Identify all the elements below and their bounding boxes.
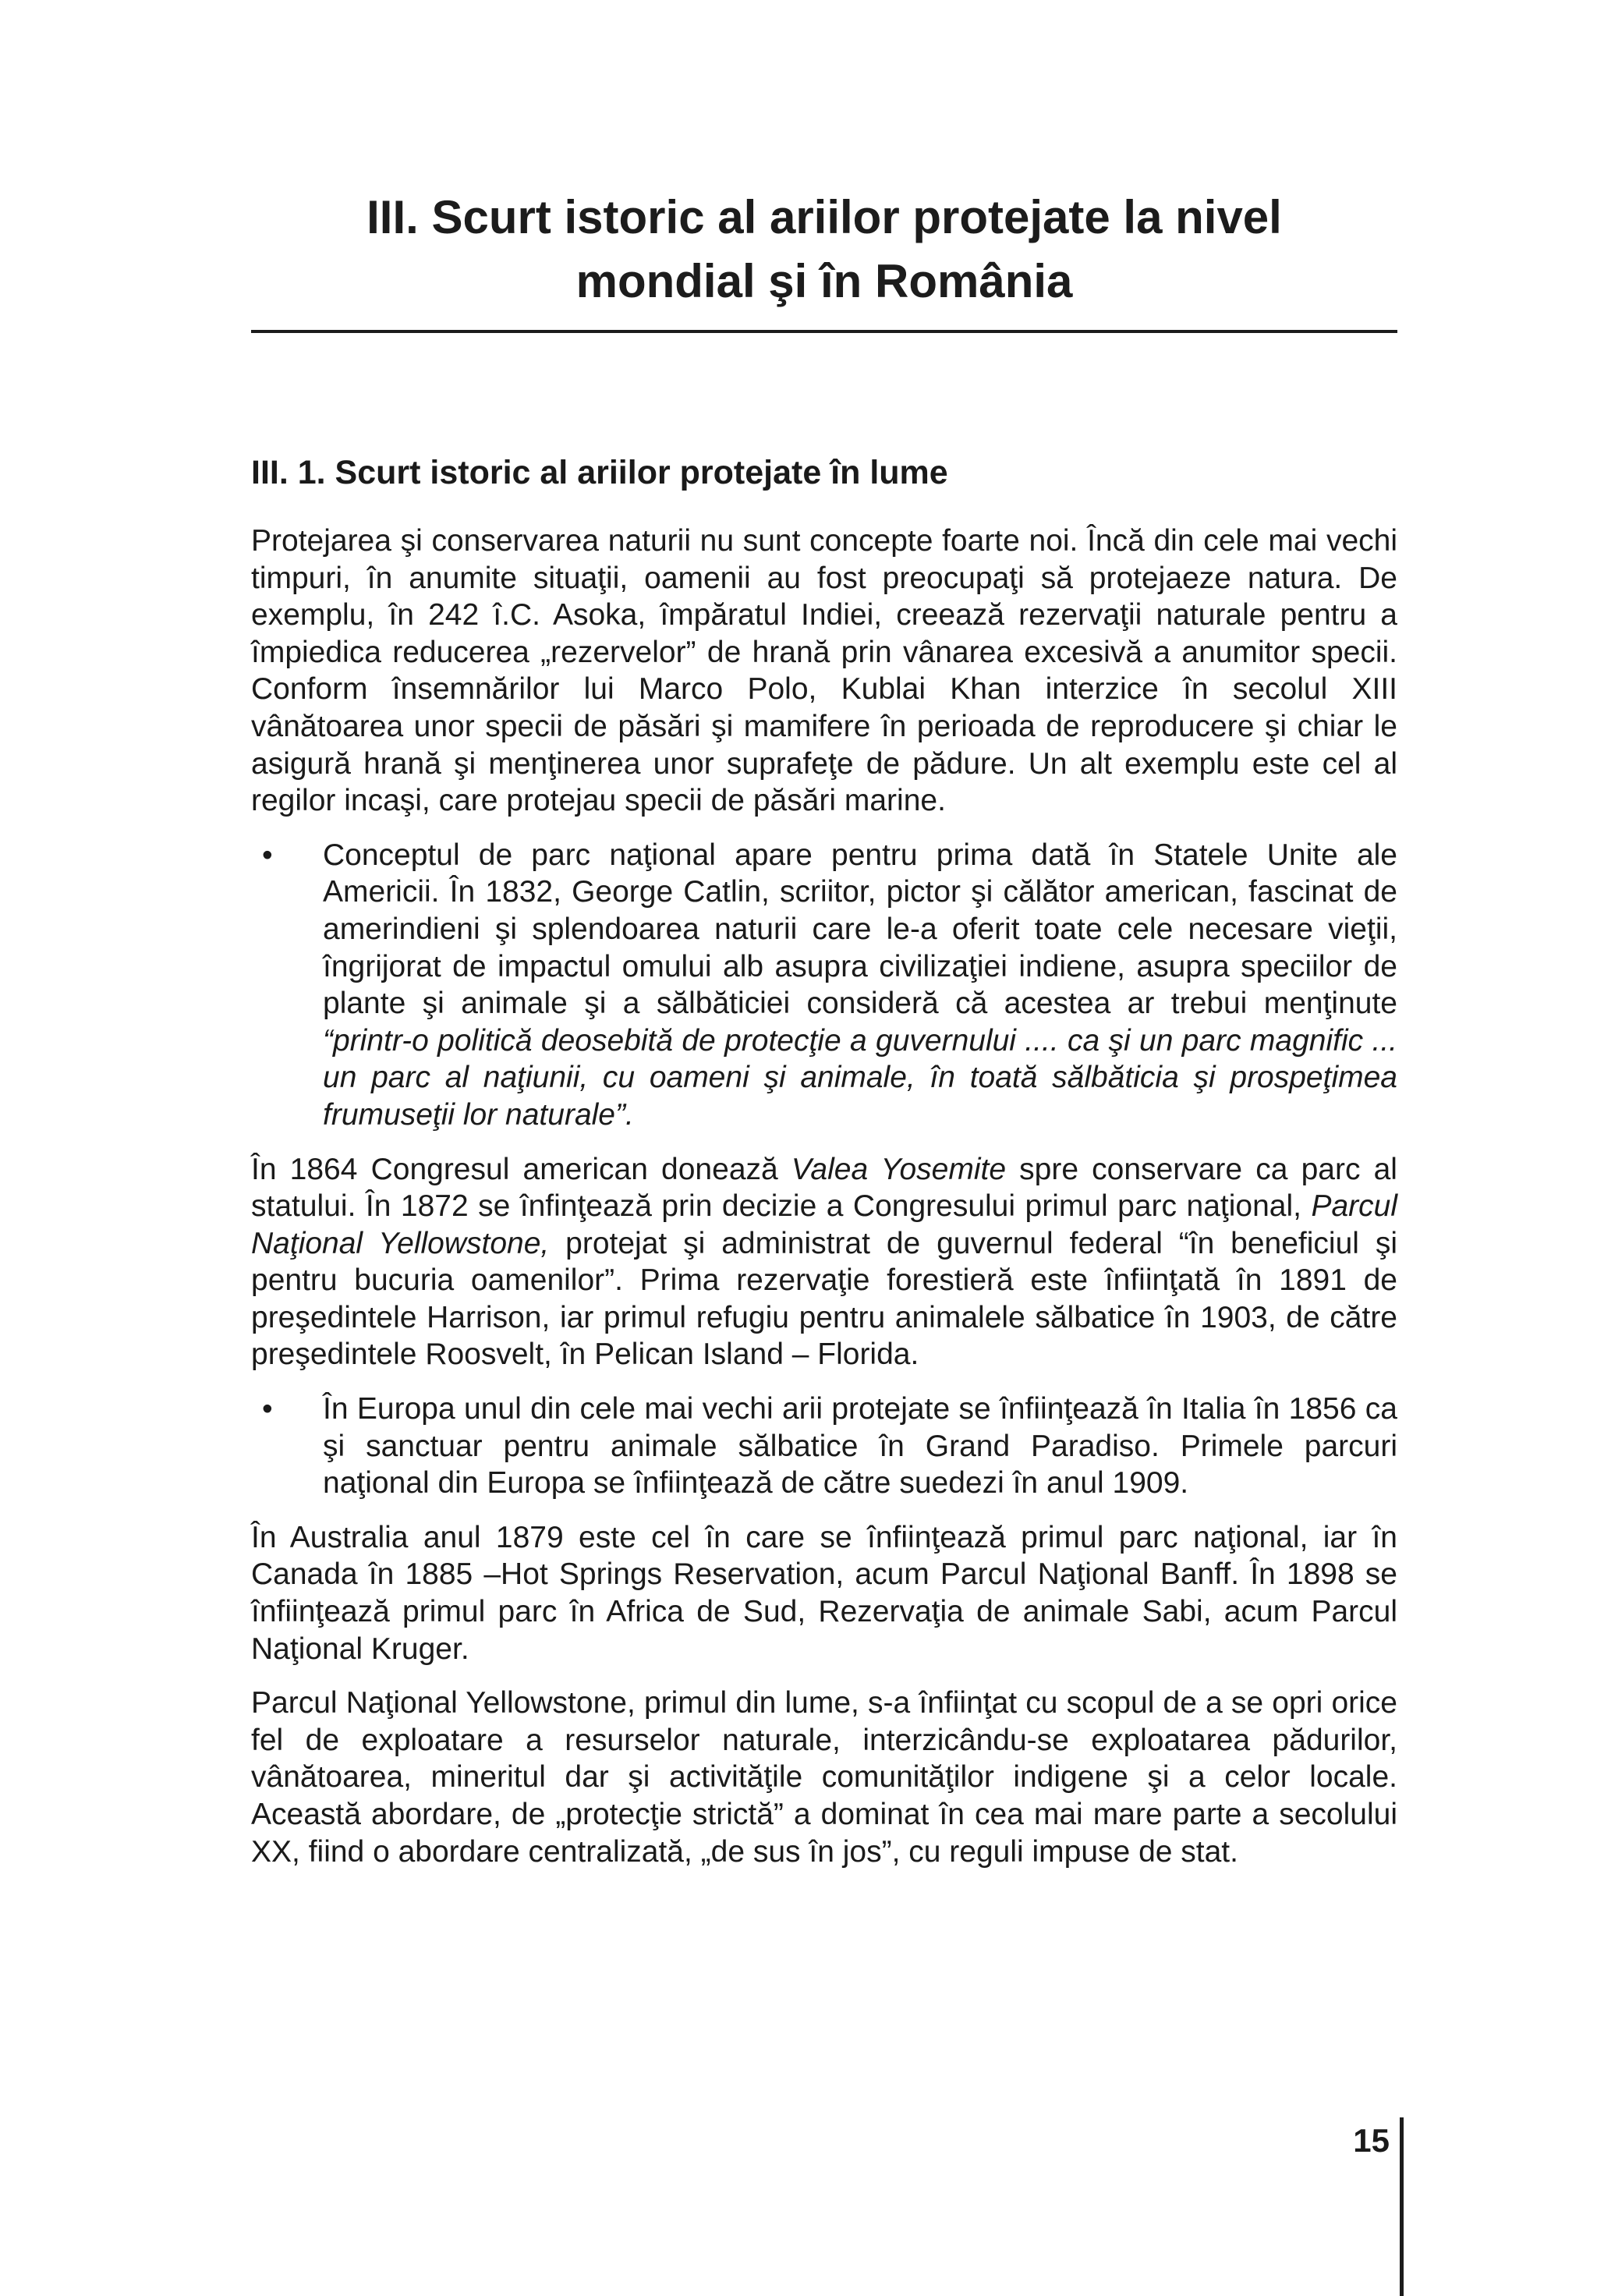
catlin-quote: “printr-o politică deosebită de protecţie a guvernului .... ca şi un parc magnific ... un parc al naţiunii, cu oameni şi animale, în toată sălbăticia şi prospeţimea frumuseţii lor naturale”. bbox=[323, 1023, 1397, 1132]
bullet-icon: • bbox=[262, 838, 273, 872]
section-heading: III. 1. Scurt istoric al ariilor protejate în lume bbox=[251, 454, 948, 491]
paragraph-strict-protection: Parcul Naţional Yellowstone, primul din lume, s-a înfiinţat cu scopul de a se opri orice fel de exploatare a resurselor naturale, interzicându-se exploatarea pădurilor, vânătoarea, mineritul dar şi activităţile comunităţilor indigene şi a celor locale. Această abordare, de „protecţie strictă” a dominat în cea mai mare parte a secolului XX, fiind o abordare centralizată, „de sus în jos”, cu reguli impuse de stat. bbox=[251, 1686, 1397, 1869]
bullet-item-national-park-concept bbox=[251, 837, 1397, 1134]
chapter-title bbox=[251, 186, 1397, 314]
paragraph-intro: Protejarea şi conservarea naturii nu sunt concepte foarte noi. Încă din cele mai vechi timpuri, în anumite situaţii, oamenii au fost preocupaţi să protejaeze natura. De exemplu, în 242 î.C. Asoka, împăratul Indiei, creează rezervaţii naturale pentru a împiedica reducerea „rezervelor” de hrană prin vânarea excesivă a anumitor specii. Conform însemnărilor lui Marco Polo, Kublai Khan interzice în secolul XIII vânătoarea unor specii de păsări şi mamifere în perioada de reproducere şi chiar le asigură hrană şi menţinerea unor suprafeţe de pădure. Un alt exemplu este cel al regilor incaşi, care protejau specii de păsări marine. bbox=[251, 524, 1397, 818]
bullet-icon: • bbox=[262, 1392, 273, 1426]
bullet-list-europe bbox=[251, 1391, 1397, 1502]
chapter-title-line-1: III. Scurt istoric al ariilor protejate la nivel bbox=[366, 191, 1282, 243]
chapter-title-line-2: mondial şi în România bbox=[575, 255, 1073, 307]
paragraph-text: În 1864 Congresul american donează bbox=[251, 1152, 791, 1186]
paragraph-other-continents: În Australia anul 1879 este cel în care se înfiinţează primul parc naţional, iar în Canada în 1885 –Hot Springs Reservation, acum Parcul Naţional Banff. În 1898 se înfiinţează primul parc în Africa de Sud, Rezervaţia de animale Sabi, acum Parcul Naţional Kruger. bbox=[251, 1520, 1397, 1666]
bullet-text: Conceptul de parc naţional apare pentru prima dată în Statele Unite ale Americii. În 1832, George Catlin, scriitor, pictor şi călător american, fascinat de amerindieni şi splendoarea naturii care le-a oferit toate cele necesare vieţii, îngrijorat de impactul omului alb asupra civilizaţiei indiene, asupra speciilor de plante şi animale şi a sălbăticiei consideră că acestea ar trebui menţinute bbox=[323, 838, 1397, 1021]
title-underline bbox=[251, 330, 1397, 333]
body-text bbox=[251, 523, 1397, 1887]
bullet-item-europe bbox=[251, 1391, 1397, 1502]
page-number: 15 bbox=[1353, 2122, 1390, 2159]
bullet-list-usa bbox=[251, 837, 1397, 1134]
page-number-rule bbox=[1400, 2117, 1404, 2296]
bullet-text: În Europa unul din cele mai vechi arii protejate se înfiinţează în Italia în 1856 ca şi sanctuar pentru animale sălbatice în Grand Paradiso. Primele parcuri naţional din Europa se înfiinţează de către suedezi în anul 1909. bbox=[323, 1392, 1397, 1501]
paragraph-us-parks bbox=[251, 1151, 1397, 1374]
paragraph-text: spre conservare ca parc al statului. În 1872 se înfinţează prin decizie a Congresului primul parc naţional, bbox=[251, 1152, 1397, 1224]
yellowstone-name: Parcul Naţional Yellowstone, bbox=[251, 1189, 1397, 1260]
yosemite-name: Valea Yosemite bbox=[791, 1152, 1007, 1186]
paragraph-text: protejat şi administrat de guvernul federal “în beneficiul şi pentru bucuria oamenilor”. Prima rezervaţie forestieră este înfiinţată în 1891 de preşedintele Harrison, iar primul refugiu pentru animalele sălbatice în 1903, de către preşedintele Roosvelt, în Pelican Island – Florida. bbox=[251, 1226, 1397, 1372]
